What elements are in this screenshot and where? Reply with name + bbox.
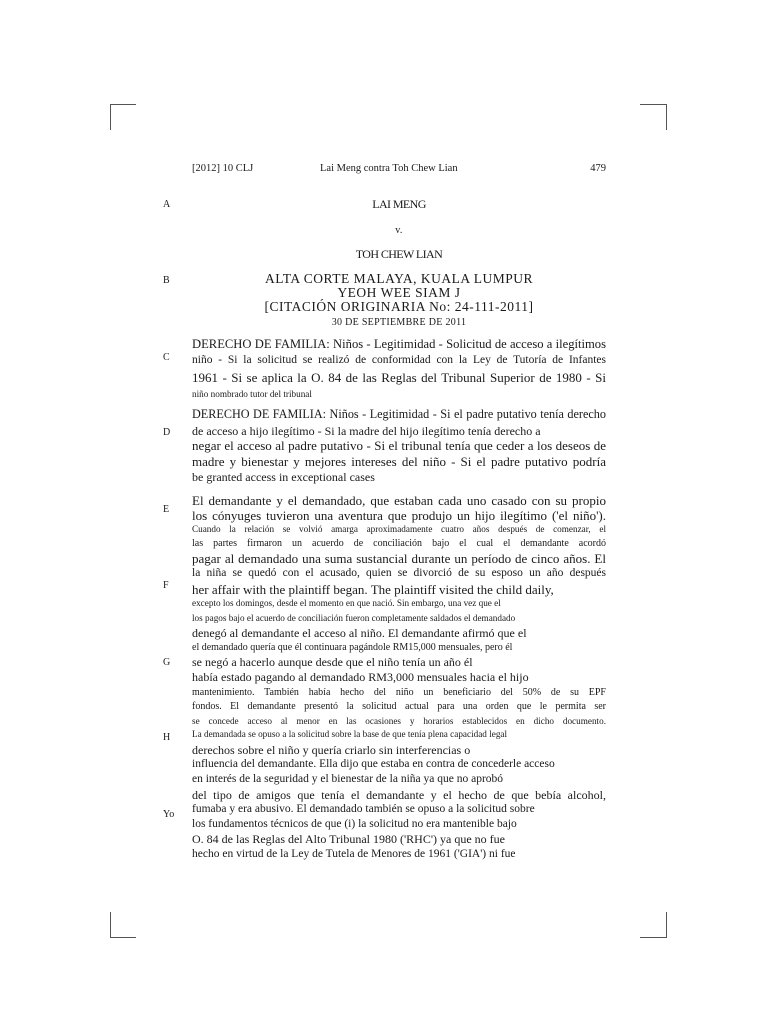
text-line: 1961 - Si se aplica la O. 84 de las Reglas del Tribunal Superior de 1980 - Si (192, 370, 606, 385)
text-line: El demandante y el demandado, que estaban cada uno casado con su propio (192, 493, 606, 508)
text-line: los cónyuges tuvieron una aventura que produjo un hijo ilegítimo ('el niño'). (192, 508, 606, 523)
text-line: excepto los domingos, desde el momento en que nació. Sin embargo, una vez que el (192, 598, 501, 608)
margin-letter: H (163, 732, 171, 743)
text-line: influencia del demandante. Ella dijo que estaba en contra de concederle acceso (192, 758, 555, 770)
text-line: se negó a hacerlo aunque desde que el niño tenía un año él (192, 655, 473, 669)
text-line: mantenimiento. También había hecho del niño un beneficiario del 50% de su EPF (192, 687, 606, 698)
text-line: las partes firmaron un acuerdo de conciliación bajo el cual el demandante acordó (192, 538, 606, 549)
header-page-number: 479 (590, 163, 606, 174)
text-line: pagar al demandado una suma sustancial durante un período de cinco años. El (192, 551, 606, 566)
text-line: en interés de la seguridad y el bienestar de la niña ya que no aprobó (192, 773, 504, 785)
text-line: del tipo de amigos que tenía el demandante y el hecho de que bebía alcohol, (192, 788, 606, 802)
text-line: La demandada se opuso a la solicitud sobre la base de que tenía plena capacidad legal (192, 729, 508, 739)
margin-letter: Yo (163, 809, 175, 820)
text-line: DERECHO DE FAMILIA: Niños - Legitimidad - Solicitud de acceso a ilegítimos (192, 337, 606, 351)
text-line: fondos. El demandante presentó la solicitud actual para una orden que le permita ser (192, 701, 606, 712)
crop-mark (110, 104, 111, 130)
plaintiff-name: LAI MENG (372, 197, 426, 211)
crop-mark (640, 104, 666, 105)
defendant-name: TOH CHEW LIAN (355, 247, 443, 261)
text-line: fumaba y era abusivo. El demandado también se opuso a la solicitud sobre (192, 803, 535, 815)
text-line: hecho en virtud de la Ley de Tutela de Menores de 1961 ('GIA') ni fue (192, 848, 516, 860)
text-line: de acceso a hijo ilegítimo - Si la madre del hijo ilegítimo tenía derecho a (192, 424, 541, 438)
header-citation: [2012] 10 CLJ (192, 163, 254, 174)
court-name: ALTA CORTE MALAYA, KUALA LUMPUR (264, 271, 533, 286)
margin-letter: A (163, 199, 171, 210)
text-line: negar el acceso al padre putativo - Si el tribunal tenía que ceder a los deseos de (192, 438, 606, 453)
margin-letter: G (163, 657, 171, 668)
judge-name: YEOH WEE SIAM J (337, 285, 461, 300)
text-line: había estado pagando al demandado RM3,000 mensuales hacia el hijo (192, 670, 529, 684)
margin-letter: B (163, 275, 170, 286)
text-line: el demandado quería que él continuara pagándole RM15,000 mensuales, pero él (192, 642, 513, 653)
crop-mark (666, 912, 667, 938)
crop-mark (666, 104, 667, 130)
text-line: Cuando la relación se volvió amarga aproximadamente cuatro años después de comenzar, el (192, 524, 606, 534)
running-header (192, 163, 606, 177)
text-line: her affair with the plaintiff began. The plaintiff visited the child daily, (192, 582, 554, 597)
text-line: derechos sobre el niño y quería criarlo sin interferencias o (192, 743, 471, 757)
margin-letter: C (163, 352, 170, 363)
versus: v. (395, 225, 403, 236)
margin-letter: D (163, 427, 171, 438)
text-line: DERECHO DE FAMILIA: Niños - Legitimidad - Si el padre putativo tenía derecho (192, 407, 606, 421)
margin-letter: F (163, 580, 169, 591)
text-line: O. 84 de las Reglas del Alto Tribunal 1980 ('RHC') ya que no fue (192, 832, 505, 846)
text-line: los fundamentos técnicos de que (i) la solicitud no era mantenible bajo (192, 818, 517, 830)
header-case-name: Lai Meng contra Toh Chew Lian (320, 163, 458, 174)
crop-mark (110, 912, 111, 938)
margin-letter: E (163, 504, 170, 515)
text-line: denegó al demandante el acceso al niño. El demandante afirmó que el (192, 626, 527, 640)
crop-mark (110, 937, 136, 938)
text-line: niño - Si la solicitud se realizó de conformidad con la Ley de Tutoría de Infantes (192, 354, 606, 366)
text-line: se concede acceso al menor en las ocasiones y horarios establecidos en dicho documento. (192, 716, 606, 726)
judgment-date: 30 DE SEPTIEMBRE DE 2011 (331, 317, 467, 328)
text-line: madre y bienestar y mejores intereses del niño - Si el padre putativo podría (192, 454, 606, 469)
text-line: niño nombrado tutor del tribunal (192, 389, 312, 399)
case-citation: [CITACIÓN ORIGINARIA No: 24-111-2011] (264, 299, 534, 314)
text-line: be granted access in exceptional cases (192, 470, 375, 484)
text-line: la niña se quedó con el acusado, quien se divorció de su esposo un año después (192, 567, 606, 579)
text-line: los pagos bajo el acuerdo de conciliación fueron completamente saldados el demandado (192, 613, 516, 623)
crop-mark (640, 937, 666, 938)
crop-mark (110, 104, 136, 105)
